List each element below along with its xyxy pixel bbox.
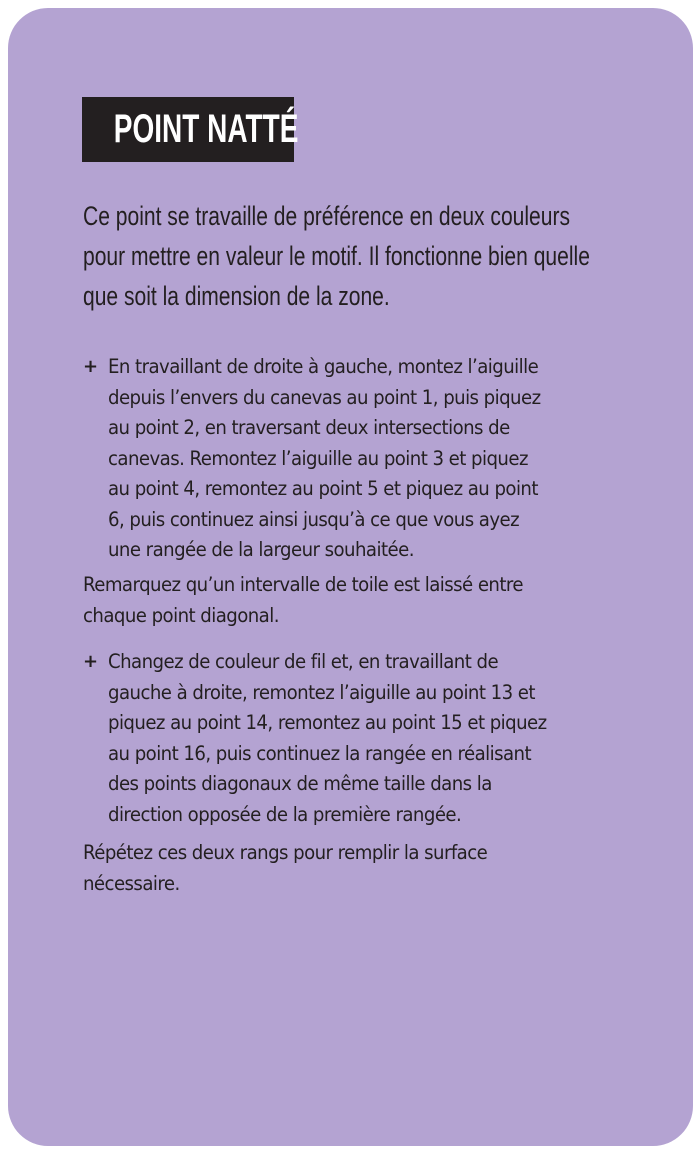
step-line: au point 4, remontez au point 5 et piquez au point (108, 477, 538, 500)
note-line: chaque point diagonal. (83, 603, 279, 627)
step-line: En travaillant de droite à gauche, montez l’aiguille (108, 355, 539, 378)
note-paragraph (83, 570, 556, 631)
closing-line: Répétez ces deux rangs pour remplir la surface (83, 841, 488, 864)
step-line: des points diagonaux de même taille dans la (108, 772, 492, 795)
step-line: direction opposée de la première rangée. (108, 802, 462, 826)
intro-line: pour mettre en valeur le motif. Il fonctionne bien quelle (83, 241, 590, 271)
step-line: canevas. Remontez l’aiguille au point 3 et piquez (108, 446, 528, 470)
step-1 (83, 352, 573, 566)
intro-paragraph (83, 196, 700, 316)
step-line: depuis l’envers du canevas au point 1, puis piquez (108, 385, 541, 409)
plus-bullet-icon: + (83, 651, 99, 672)
step-line: une rangée de la largeur souhaitée. (108, 538, 414, 561)
page-title: POINT NATTÉ (113, 107, 299, 151)
step-line: Changez de couleur de fil et, en travaillant de (108, 650, 499, 673)
intro-line: Ce point se travaille de préférence en deux couleurs (83, 201, 571, 231)
step-line: au point 16, puis continuez la rangée en réalisant (108, 741, 532, 765)
title-banner (82, 97, 299, 162)
plus-bullet-icon: + (83, 356, 99, 377)
step-line: gauche à droite, remontez l’aiguille au point 13 et (108, 680, 535, 704)
closing-line: nécessaire. (83, 871, 180, 895)
step-line: piquez au point 14, remontez au point 15 et piquez (108, 711, 547, 734)
intro-line: que soit la dimension de la zone. (83, 281, 390, 311)
closing-paragraph (83, 838, 518, 899)
step-2 (83, 647, 580, 830)
note-line: Remarquez qu’un intervalle de toile est laissé entre (83, 573, 524, 596)
step-line: au point 2, en traversant deux intersections de (108, 416, 510, 439)
step-line: 6, puis continuez ainsi jusqu’à ce que vous ayez (108, 507, 520, 531)
